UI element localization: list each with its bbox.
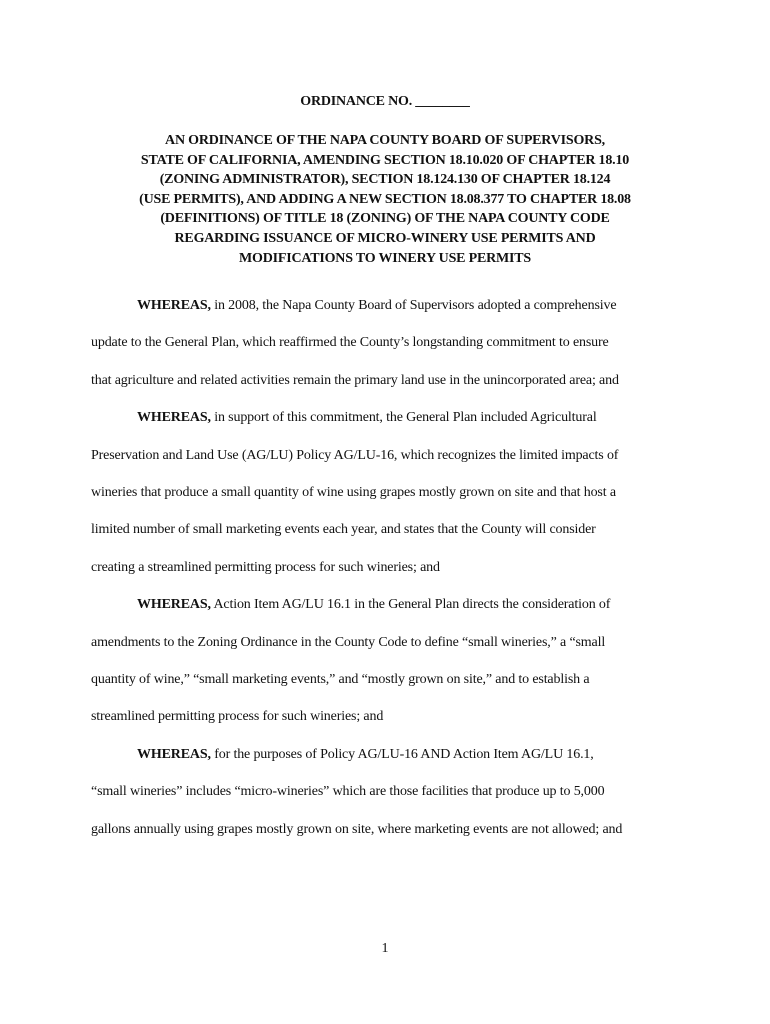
paragraph-line: gallons annually using grapes mostly grown on site, where marketing events are not allowed; and — [91, 821, 623, 837]
paragraph-line: amendments to the Zoning Ordinance in the County Code to define “small wineries,” a “small — [91, 634, 606, 650]
paragraph-line: quantity of wine,” “small marketing events,” and “mostly grown on site,” and to establish a — [91, 672, 590, 688]
whereas-lead: WHEREAS, — [137, 597, 211, 613]
whereas-paragraph-4 — [91, 736, 691, 848]
ordinance-body — [91, 287, 691, 848]
paragraph-line: limited number of small marketing events each year, and states that the County will consider — [91, 522, 596, 538]
whereas-paragraph-3 — [91, 586, 691, 736]
title-line: (ZONING ADMINISTRATOR), SECTION 18.124.130 OF CHAPTER 18.124 — [159, 172, 611, 188]
paragraph-first-line — [91, 287, 691, 324]
paragraph-text: in support of this commitment, the General Plan included Agricultural — [210, 410, 597, 426]
paragraph-first-line — [91, 586, 691, 623]
title-line: REGARDING ISSUANCE OF MICRO-WINERY USE PERMITS AND — [174, 230, 596, 246]
paragraph-text: Action Item AG/LU 16.1 in the General Plan directs the consideration of — [210, 597, 611, 613]
whereas-lead: WHEREAS, — [137, 410, 211, 426]
paragraph-line: update to the General Plan, which reaffirmed the County’s longstanding commitment to ensure — [91, 335, 609, 351]
title-line: STATE OF CALIFORNIA, AMENDING SECTION 18.10.020 OF CHAPTER 18.10 — [140, 152, 630, 168]
whereas-paragraph-1 — [91, 287, 691, 399]
title-line: MODIFICATIONS TO WINERY USE PERMITS — [238, 250, 531, 266]
whereas-paragraph-2 — [91, 399, 691, 586]
paragraph-line: streamlined permitting process for such wineries; and — [91, 709, 384, 725]
paragraph-first-line — [91, 399, 691, 436]
paragraph-first-line — [91, 736, 691, 773]
page-number: 1 — [381, 941, 389, 956]
whereas-lead: WHEREAS, — [137, 746, 211, 762]
title-line: (USE PERMITS), AND ADDING A NEW SECTION 18.08.377 TO CHAPTER 18.08 — [139, 191, 631, 207]
title-line: (DEFINITIONS) OF TITLE 18 (ZONING) OF THE NAPA COUNTY CODE — [160, 211, 610, 227]
paragraph-line: creating a streamlined permitting process for such wineries; and — [91, 559, 440, 575]
paragraph-text: in 2008, the Napa County Board of Supervisors adopted a comprehensive — [210, 298, 617, 313]
paragraph-text: for the purposes of Policy AG/LU-16 AND Action Item AG/LU 16.1, — [210, 746, 594, 762]
title-line: AN ORDINANCE OF THE NAPA COUNTY BOARD OF SUPERVISORS, — [165, 133, 605, 148]
paragraph-line: Preservation and Land Use (AG/LU) Policy AG/LU-16, which recognizes the limited impacts of — [91, 447, 619, 463]
whereas-lead: WHEREAS, — [137, 298, 211, 313]
ordinance-title — [92, 131, 678, 268]
ordinance-number: ORDINANCE NO. ________ — [300, 94, 470, 109]
paragraph-line: “small wineries” includes “micro-wineries” which are those facilities that produce up to 5,000 — [91, 784, 605, 800]
paragraph-line: wineries that produce a small quantity of wine using grapes mostly grown on site and that host a — [91, 485, 616, 501]
paragraph-line: that agriculture and related activities remain the primary land use in the unincorporated area; and — [91, 372, 619, 388]
